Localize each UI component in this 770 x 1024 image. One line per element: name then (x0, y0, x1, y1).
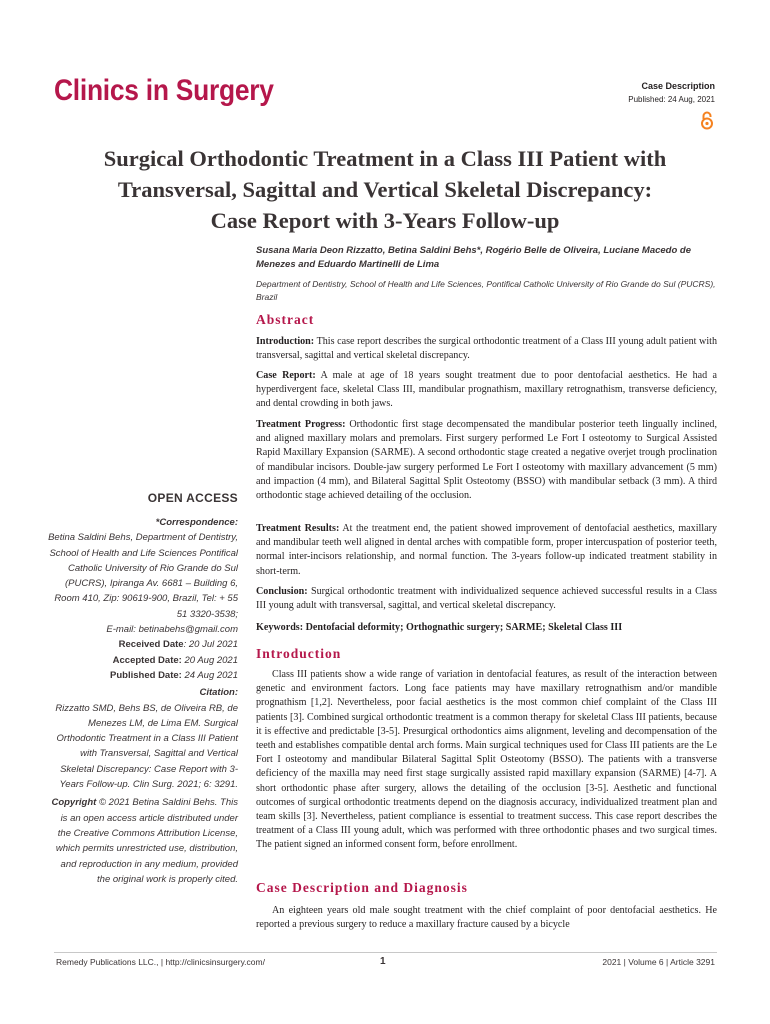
sidebar (48, 490, 238, 887)
article-title (40, 143, 730, 236)
abstract-results-label: Treatment Results: (256, 523, 340, 534)
footer-divider (54, 952, 717, 953)
abstract-case-report (256, 369, 717, 412)
keywords: Keywords: Dentofacial deformity; Orthognathic surgery; SARME; Skeletal Class III (256, 622, 623, 633)
case-description-heading: Case Description and Diagnosis (256, 880, 468, 895)
page-number: 1 (380, 956, 386, 967)
introduction-heading: Introduction (256, 646, 342, 661)
abstract-case-text: A male at age of 18 years sought treatment due to poor dentofacial aesthetics. He had a hyperdivergent face, skeletal Class III, mandibular prognathism, maxillary retrognathism, transverse deficiency, and dental crowding in both jaws. (256, 370, 717, 410)
correspondence-label: *Correspondence: (155, 517, 238, 528)
case-description-text: An eighteen years old male sought treatment with the chief complaint of poor dentofacial aesthetics. He reported a previous surgery to reduce a maxillary fracture caused by a bicycle (256, 905, 717, 931)
citation-text: Rizzatto SMD, Behs BS, de Oliveira RB, de Menezes LM, de Lima EM. Surgical Orthodontic Treatment in a Class III Patient with Transversal, Sagittal and Vertical Skeletal Discrepancy: Case Report with 3-Years Follow-up. Clin Surg. 2021; 6: 3291. (55, 702, 238, 791)
correspondence-text: Betina Saldini Behs, Department of Dentistry, School of Health and Life Sciences Pontifical Catholic University of Rio Grande do Sul (PUCRS), Ipiranga Av. 6681 – Building 6, Room 410, Zip: 90619-900, Brazil, Tel: + 55 51 3320-3538; (48, 532, 238, 620)
abstract-treatment-progress (256, 418, 717, 503)
published-date (48, 668, 238, 683)
author-list: Susana Maria Deon Rizzatto, Betina Saldini Behs*, Rogério Belle de Oliveira, Luciane Macedo de Menezes and Eduardo Martinelli de Lima (256, 245, 692, 270)
correspondence-email[interactable]: E-mail: betinabehs@gmail.com (106, 624, 238, 636)
affiliation: Department of Dentistry, School of Health and Life Sciences, Pontifical Catholic University of Rio Grande do Sul (PUCRS), Brazil (256, 279, 716, 302)
title-line: Case Report with 3-Years Follow-up (210, 208, 560, 233)
published-value: 24 Aug 2021 (181, 669, 238, 681)
abstract-introduction (256, 335, 717, 363)
open-access-label: OPEN ACCESS (147, 491, 238, 505)
footer-publisher[interactable]: Remedy Publications LLC., | http://clinicsinsurgery.com/ (56, 957, 265, 967)
received-label: Received Date (118, 639, 184, 651)
abstract-conclusion-text: Surgical orthodontic treatment with individualized sequence achieved successful results in a Class III young adult with transversal, sagittal, and vertical skeletal discrepancy. (256, 586, 717, 612)
abstract-intro-text: This case report describes the surgical orthodontic treatment of a Class III young adult patient with transversal, sagittal and vertical skeletal discrepancy. (256, 336, 717, 362)
abstract-heading: Abstract (256, 312, 315, 327)
title-line: Transversal, Sagittal and Vertical Skeletal Discrepancy: (117, 177, 653, 202)
received-date (48, 637, 238, 652)
article-type: Case Description (641, 81, 715, 91)
copyright (48, 795, 238, 887)
accepted-value: 20 Aug 2021 (181, 654, 238, 666)
abstract-results-text: At the treatment end, the patient showed improvement of dentofacial aesthetics, maxillary and mandibular teeth well aligned in dental arches with compatible form, proper intercuspation of posterior teeth, normal inter-incisors relationship, and normal function. The 3-years follow-up indicated treatment stability in short-term. (256, 523, 718, 577)
abstract-progress-text: Orthodontic first stage decompensated the mandibular posterior teeth lingually inclined, and aligned maxillary molars and premolars. First surgery performed Le Fort I osteotomy to Surgical Assisted Rapid Maxillary Expansion (SARME). A second orthodontic stage created a negative overjet trough proclination of mandibular incisors. Double-jaw surgery performed Le Fort I osteotomy with maxillary advancement (5 mm) and impaction (4 mm), and Bilateral Sagittal Split Osteotomy (BSSO) with mandibular setback (3 mm). A third orthodontic stage achieved detailing of the occlusion. (256, 419, 717, 502)
copyright-label: Copyright (51, 797, 97, 809)
abstract-intro-label: Introduction: (256, 336, 315, 347)
published-label: Published Date: (110, 669, 182, 681)
received-value: : 20 Jul 2021 (183, 639, 238, 651)
accepted-label: Accepted Date: (112, 654, 182, 666)
copyright-text: © 2021 Betina Saldini Behs. This is an open access article distributed under the Creative Commons Attribution License, which permits unrestricted use, distribution, and reproduction in any medium, provided the original work is properly cited. (55, 797, 238, 885)
introduction-text: Class III patients show a wide range of variation in dentofacial features, as result of the interaction between genetic and environment factors. Long face patients may have maxillary retrognathism and/or mandible prognathism [1,2]. Nevertheless, poor facial aesthetics is the most common chief complaint of the Class III patients [3]. Combined surgical orthodontic treatment is a common therapy for skeletal Class III patients, because it is effective and predictable [3-5]. Presurgical orthodontics aims alignment, leveling and decompensation of the teeth and establishes compatible dental arch forms. Main surgical techniques used for Class III patients are the Le Fort I osteotomy and mandibular Bilateral Sagittal Split Osteotomy (BSSO). The patients with a transverse deficiency of the maxilla may need first stage surgically assisted rapid maxillary expansion (SARME) [4-7]. A short orthodontic phase after surgery, allows the detailing of the occlusion [3-5]. Aesthetic and functional outcomes of surgical orthodontic treatments depend on the diagnosis accuracy, individualized treatment plan and team skills [3]. Nevertheless, patient compliance is essential to treatment success. This case report describes the treatment of a Class III young adult, which was performed with three orthodontic phases and two surgical times. The patient signed an informed consent form, before enrollment. (256, 669, 717, 851)
abstract-conclusion (256, 585, 717, 613)
abstract-treatment-results (256, 522, 717, 579)
accepted-date (48, 653, 238, 668)
title-line: Surgical Orthodontic Treatment in a Class III Patient with (103, 146, 667, 171)
abstract-case-label: Case Report: (256, 370, 316, 381)
open-access-icon (699, 110, 715, 130)
abstract-conclusion-label: Conclusion: (256, 586, 308, 597)
abstract-progress-label: Treatment Progress: (256, 419, 346, 430)
published-date-top: Published: 24 Aug, 2021 (628, 95, 715, 104)
journal-title: Clinics in Surgery (54, 74, 274, 107)
citation-label: Citation: (199, 687, 238, 699)
footer-volume: 2021 | Volume 6 | Article 3291 (602, 957, 715, 967)
